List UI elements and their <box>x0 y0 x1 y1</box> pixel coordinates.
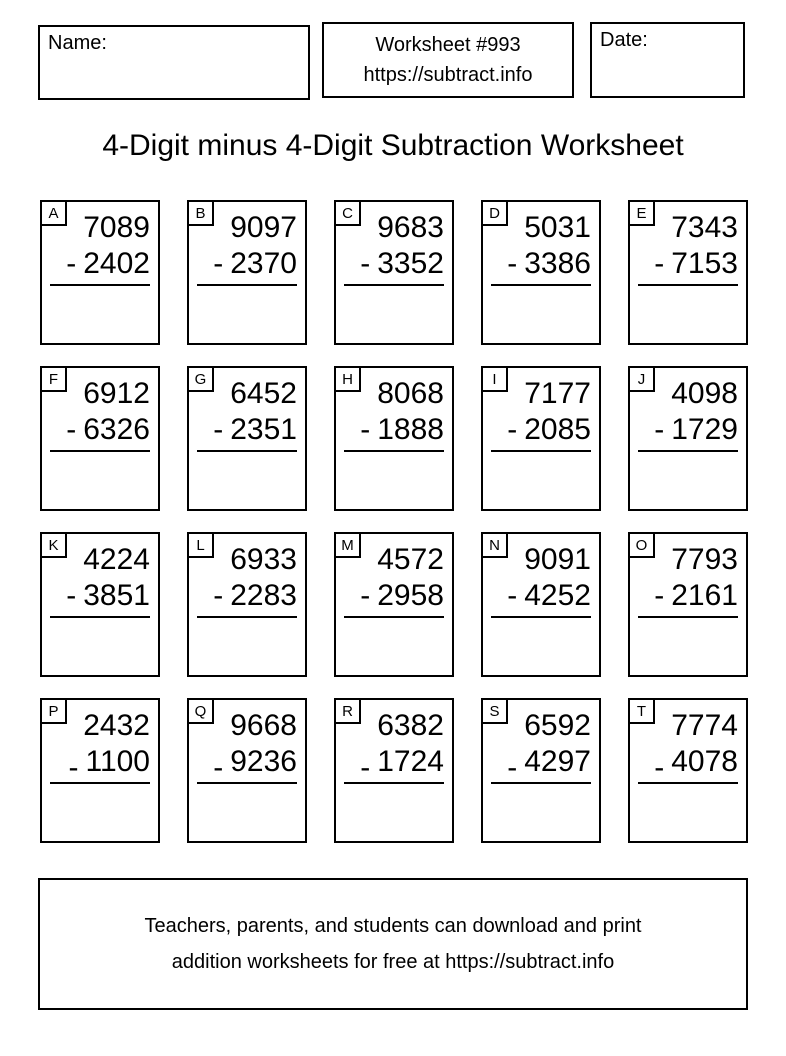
subtrahend: 2958 <box>377 579 444 612</box>
problem-numbers <box>42 708 150 784</box>
problem-letter: Q <box>194 702 207 720</box>
minus-sign: - <box>66 579 77 612</box>
problem-letter: O <box>635 536 648 554</box>
minuend: 7343 <box>671 211 738 244</box>
problem-cell <box>334 698 454 843</box>
minuend: 8068 <box>377 377 444 410</box>
minuend: 4098 <box>671 377 738 410</box>
subtrahend: 2085 <box>524 413 591 446</box>
answer-space[interactable] <box>485 786 597 839</box>
answer-line <box>638 782 738 784</box>
minuend: 9683 <box>377 211 444 244</box>
problem-cell <box>628 698 748 843</box>
problem-letter: E <box>636 204 647 222</box>
answer-space[interactable] <box>191 620 303 673</box>
minus-sign: - <box>66 413 77 446</box>
problem-letter: F <box>48 370 59 388</box>
problem-letter: P <box>48 702 59 720</box>
problem-numbers <box>336 708 444 784</box>
problem-cell <box>481 366 601 511</box>
problem-cell <box>481 532 601 677</box>
problem-letter: I <box>492 370 497 388</box>
answer-line <box>50 284 150 286</box>
problem-numbers <box>42 210 150 282</box>
answer-space[interactable] <box>44 288 156 341</box>
minuend: 4572 <box>377 543 444 576</box>
problem-numbers <box>189 708 297 784</box>
problem-letter: G <box>194 370 207 388</box>
minus-sign: - <box>654 413 665 446</box>
minus-sign: - <box>507 579 518 612</box>
subtrahend: 2402 <box>83 247 150 280</box>
subtrahend-row <box>630 412 738 448</box>
answer-line <box>197 782 297 784</box>
problem-letter: C <box>342 204 353 222</box>
subtrahend-row <box>630 246 738 282</box>
answer-space[interactable] <box>191 454 303 507</box>
answer-space[interactable] <box>485 288 597 341</box>
answer-space[interactable] <box>632 454 744 507</box>
minuend: 6382 <box>377 709 444 742</box>
worksheet-url: https://subtract.info <box>363 63 533 86</box>
minus-sign: - <box>507 413 518 446</box>
problem-numbers <box>42 542 150 614</box>
subtrahend: 2351 <box>230 413 297 446</box>
problem-cell <box>334 366 454 511</box>
answer-line <box>197 450 297 452</box>
problem-letter: S <box>489 702 500 720</box>
problem-cell <box>187 200 307 345</box>
subtrahend-row <box>336 578 444 614</box>
problem-numbers <box>483 210 591 282</box>
answer-space[interactable] <box>191 288 303 341</box>
answer-line <box>491 782 591 784</box>
minuend: 7793 <box>671 543 738 576</box>
problem-cell <box>334 532 454 677</box>
answer-space[interactable] <box>485 620 597 673</box>
subtrahend: 4252 <box>524 579 591 612</box>
subtrahend-row <box>483 578 591 614</box>
problem-numbers <box>483 542 591 614</box>
answer-line <box>344 284 444 286</box>
footer-line-2: addition worksheets for free at https://subtract.info <box>171 950 615 973</box>
minuend: 2432 <box>83 709 150 742</box>
problem-cell <box>187 532 307 677</box>
problem-letter: J <box>637 370 646 388</box>
problem-cell <box>334 200 454 345</box>
subtrahend-row <box>189 246 297 282</box>
worksheet-number: Worksheet #993 <box>375 33 521 56</box>
problem-cell <box>628 200 748 345</box>
problem-numbers <box>630 376 738 448</box>
subtrahend: 6326 <box>83 413 150 446</box>
subtrahend: 2370 <box>230 247 297 280</box>
date-label: Date: <box>600 29 648 51</box>
problems-grid <box>40 200 750 843</box>
answer-space[interactable] <box>338 786 450 839</box>
subtrahend-row <box>42 412 150 448</box>
problem-letter: D <box>489 204 500 222</box>
minuend: 9097 <box>230 211 297 244</box>
subtrahend: 3851 <box>83 579 150 612</box>
minuend: 7774 <box>671 709 738 742</box>
problem-numbers <box>336 542 444 614</box>
minus-sign: - <box>507 247 518 280</box>
problem-numbers <box>42 376 150 448</box>
minuend: 6592 <box>524 709 591 742</box>
problem-cell <box>481 698 601 843</box>
answer-line <box>197 616 297 618</box>
problem-letter: A <box>48 204 59 222</box>
minus-sign: - <box>213 579 224 612</box>
subtrahend-row <box>630 744 738 784</box>
answer-line <box>344 450 444 452</box>
answer-line <box>344 782 444 784</box>
answer-space[interactable] <box>632 620 744 673</box>
answer-space[interactable] <box>485 454 597 507</box>
answer-space[interactable] <box>44 786 156 839</box>
minuend: 7177 <box>524 377 591 410</box>
problem-cell <box>628 532 748 677</box>
minuend: 6912 <box>83 377 150 410</box>
answer-space[interactable] <box>338 620 450 673</box>
subtrahend: 3386 <box>524 247 591 280</box>
problem-letter: B <box>195 204 206 222</box>
answer-line <box>50 450 150 452</box>
problem-cell <box>187 698 307 843</box>
name-label: Name: <box>48 32 107 54</box>
subtrahend-row <box>483 744 591 784</box>
problem-letter: H <box>342 370 353 388</box>
subtrahend: 4297 <box>524 745 591 778</box>
page-title: 4-Digit minus 4-Digit Subtraction Worksheet <box>102 129 684 162</box>
subtrahend-row <box>336 412 444 448</box>
problem-numbers <box>336 210 444 282</box>
minuend: 6933 <box>230 543 297 576</box>
answer-line <box>491 616 591 618</box>
subtrahend: 1729 <box>671 413 738 446</box>
subtrahend-row <box>42 578 150 614</box>
answer-space[interactable] <box>44 454 156 507</box>
problem-letter: R <box>342 702 353 720</box>
name-field-box[interactable] <box>38 25 310 100</box>
minuend: 6452 <box>230 377 297 410</box>
minus-sign: - <box>360 579 371 612</box>
subtrahend-row <box>42 744 150 784</box>
answer-space[interactable] <box>632 288 744 341</box>
subtrahend-row <box>42 246 150 282</box>
minuend: 7089 <box>83 211 150 244</box>
problem-cell <box>481 200 601 345</box>
problem-cell <box>187 366 307 511</box>
minuend: 4224 <box>83 543 150 576</box>
footer-line-1: Teachers, parents, and students can download and print <box>144 914 642 937</box>
problem-cell <box>40 698 160 843</box>
minus-sign: - <box>213 751 224 784</box>
worksheet-info-box <box>322 22 574 98</box>
minus-sign: - <box>654 579 665 612</box>
subtrahend: 1888 <box>377 413 444 446</box>
problem-numbers <box>189 210 297 282</box>
answer-space[interactable] <box>338 454 450 507</box>
minuend: 9091 <box>524 543 591 576</box>
problem-cell <box>40 532 160 677</box>
problem-cell <box>628 366 748 511</box>
answer-line <box>638 284 738 286</box>
problem-letter: M <box>341 536 354 554</box>
problem-numbers <box>189 542 297 614</box>
problem-numbers <box>336 376 444 448</box>
answer-line <box>197 284 297 286</box>
subtrahend-row <box>483 246 591 282</box>
subtrahend-row <box>189 578 297 614</box>
subtrahend-row <box>483 412 591 448</box>
problem-numbers <box>630 708 738 784</box>
minus-sign: - <box>68 751 79 784</box>
problem-numbers <box>630 542 738 614</box>
subtrahend: 2283 <box>230 579 297 612</box>
minus-sign: - <box>507 751 518 784</box>
subtrahend: 7153 <box>671 247 738 280</box>
subtrahend-row <box>630 578 738 614</box>
answer-line <box>491 450 591 452</box>
minus-sign: - <box>213 413 224 446</box>
subtrahend: 3352 <box>377 247 444 280</box>
problem-cell <box>40 366 160 511</box>
minus-sign: - <box>654 247 665 280</box>
minus-sign: - <box>213 247 224 280</box>
problem-letter: T <box>636 702 647 720</box>
minuend: 5031 <box>524 211 591 244</box>
subtrahend: 2161 <box>671 579 738 612</box>
minus-sign: - <box>654 751 665 784</box>
answer-space[interactable] <box>338 288 450 341</box>
answer-space[interactable] <box>632 786 744 839</box>
subtrahend-row <box>336 744 444 784</box>
subtrahend-row <box>189 412 297 448</box>
minus-sign: - <box>66 247 77 280</box>
subtrahend: 9236 <box>230 745 297 778</box>
answer-line <box>638 616 738 618</box>
problem-cell <box>40 200 160 345</box>
answer-line <box>638 450 738 452</box>
date-field-box[interactable] <box>590 22 745 98</box>
problem-letter: L <box>196 536 205 554</box>
answer-line <box>344 616 444 618</box>
answer-line <box>50 616 150 618</box>
problem-letter: K <box>48 536 59 554</box>
answer-space[interactable] <box>191 786 303 839</box>
problem-numbers <box>189 376 297 448</box>
problem-numbers <box>483 376 591 448</box>
subtrahend-row <box>336 246 444 282</box>
problem-letter: N <box>489 536 500 554</box>
subtrahend-row <box>189 744 297 784</box>
subtrahend: 4078 <box>671 745 738 778</box>
footer-box <box>38 878 748 1010</box>
answer-line <box>50 782 150 784</box>
answer-line <box>491 284 591 286</box>
subtrahend: 1100 <box>85 745 150 778</box>
minuend: 9668 <box>230 709 297 742</box>
minus-sign: - <box>360 247 371 280</box>
problem-numbers <box>630 210 738 282</box>
minus-sign: - <box>360 751 371 784</box>
answer-space[interactable] <box>44 620 156 673</box>
problem-numbers <box>483 708 591 784</box>
minus-sign: - <box>360 413 371 446</box>
subtrahend: 1724 <box>377 745 444 778</box>
